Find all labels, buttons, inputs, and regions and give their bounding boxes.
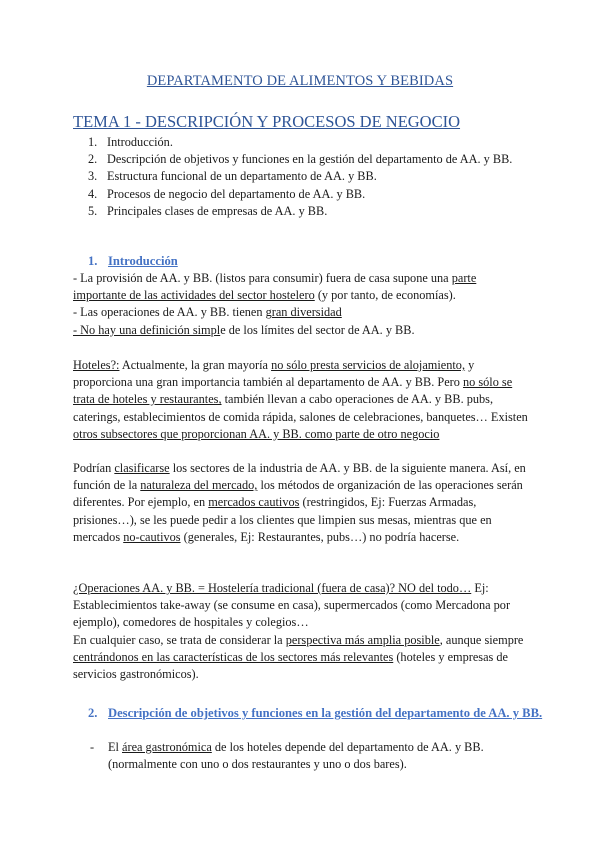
underlined-text: - No hay una definición simpl <box>73 322 221 337</box>
section-number: 2. <box>88 706 98 720</box>
bullet-list <box>90 739 528 773</box>
bullet-item <box>90 739 528 773</box>
underlined-text: parte importante de las actividades del sector hostelero <box>73 271 477 303</box>
underlined-text: no sólo se trata de hoteles y restaurantes, <box>73 375 513 407</box>
text-run: , aunque siempre <box>439 633 524 647</box>
section-title: Introducción <box>108 254 178 268</box>
toc-text: Estructura funcional de un departamento de AA. y BB. <box>107 169 377 184</box>
clasificacion-paragraph <box>73 460 528 546</box>
text-run: (restringidos, Ej: Fuerzas Armadas, prisiones…), se les puede pedir a los clientes que limpien sus mesas, mientras que en mercados <box>73 495 492 544</box>
text-run: los métodos de organización de las operaciones serán diferentes. Por ejemplo, en <box>73 478 523 510</box>
underlined-text: no-cautivos <box>123 529 181 544</box>
underlined-text: clasificarse <box>114 461 170 475</box>
text-run: de los hoteles depende del departamento de AA. y BB. (normalmente con uno o dos restaurantes y uno o dos bares). <box>108 740 484 772</box>
text-run: - Las operaciones de AA. y BB. tienen <box>73 305 266 320</box>
cualquier-caso-paragraph <box>73 632 528 684</box>
toc-text: Principales clases de empresas de AA. y BB. <box>107 203 328 218</box>
intro-line <box>73 270 528 304</box>
text-run: (y por tanto, de economías). <box>314 288 456 303</box>
text-run: En cualquier caso, se trata de considerar la <box>73 633 286 647</box>
underlined-text: naturaleza del mercado, <box>140 478 258 493</box>
bullet-dash: - <box>90 740 95 754</box>
operaciones-paragraph <box>73 580 528 632</box>
toc-number: 2. <box>88 152 98 167</box>
text-run: los sectores de la industria de AA. y BB. de la siguiente manera. Así, en función de la <box>73 461 526 493</box>
toc-item <box>88 186 528 203</box>
underlined-text: ¿Operaciones AA. y BB. = Hostelería tradicional (fuera de casa)? NO del todo… <box>73 581 472 595</box>
text-run: (hoteles y empresas de servicios gastronómicos). <box>73 650 508 682</box>
text-run: también llevan a cabo operaciones de AA. y BB. pubs, caterings, establecimientos de comida rápida, salones de celebraciones, banquetes… Existen <box>73 392 528 424</box>
toc-item <box>88 151 528 168</box>
chapter-heading: TEMA 1 - DESCRIPCIÓN Y PROCESOS DE NEGOCIO <box>73 112 461 131</box>
text-run: y proporciona una gran importancia también al departamento de AA. y BB. Pero <box>73 358 475 390</box>
toc-text: Procesos de negocio del departamento de AA. y BB. <box>107 186 366 201</box>
section-heading-objetivos <box>88 705 548 722</box>
underlined-text: perspectiva más amplia posible <box>285 633 440 647</box>
toc-number: 1. <box>88 135 98 149</box>
text-run: El <box>108 740 123 754</box>
intro-line <box>73 322 528 339</box>
text-run: (generales, Ej: Restaurantes, pubs…) no podría hacerse. <box>180 529 460 544</box>
document-title: DEPARTAMENTO DE ALIMENTOS Y BEBIDAS <box>146 73 454 89</box>
toc-number: 5. <box>88 203 98 218</box>
underlined-text: mercados cautivos <box>208 495 300 510</box>
intro-line <box>73 304 528 321</box>
underlined-text: no sólo presta servicios de alojamiento, <box>271 358 466 372</box>
text-run: Podrían <box>73 461 115 475</box>
hoteles-paragraph <box>73 357 528 443</box>
underlined-text: gran diversidad <box>265 305 342 320</box>
text-run: - La provisión de AA. y BB. (listos para consumir) fuera de casa supone una <box>73 271 452 285</box>
toc-item <box>88 203 528 220</box>
toc-number: 3. <box>88 169 98 184</box>
section-heading-intro <box>88 253 178 270</box>
underlined-text: centrándonos en las características de los sectores más relevantes <box>73 650 394 665</box>
toc-text: Introducción. <box>107 135 173 149</box>
section-title: Descripción de objetivos y funciones en la gestión del departamento de AA. y BB. <box>108 706 543 720</box>
underlined-text: Hoteles?: <box>73 358 120 372</box>
toc-item <box>88 134 528 151</box>
text-run: e de los límites del sector de AA. y BB. <box>220 322 415 337</box>
underlined-text: área gastronómica <box>122 740 212 754</box>
intro-paragraph <box>73 270 528 339</box>
text-run: Actualmente, la gran mayoría <box>119 358 272 372</box>
table-of-contents <box>88 134 528 220</box>
section-number: 1. <box>88 254 98 268</box>
toc-text: Descripción de objetivos y funciones en la gestión del departamento de AA. y BB. <box>107 152 513 167</box>
toc-number: 4. <box>88 186 98 201</box>
text-run: Ej: Establecimientos take-away (se consume en casa), supermercados (como Mercadona por ejemplo), comedores de hospitales y colegios… <box>73 581 511 630</box>
underlined-text: otros subsectores que proporcionan AA. y BB. como parte de otro negocio <box>73 426 440 441</box>
toc-item <box>88 168 528 185</box>
